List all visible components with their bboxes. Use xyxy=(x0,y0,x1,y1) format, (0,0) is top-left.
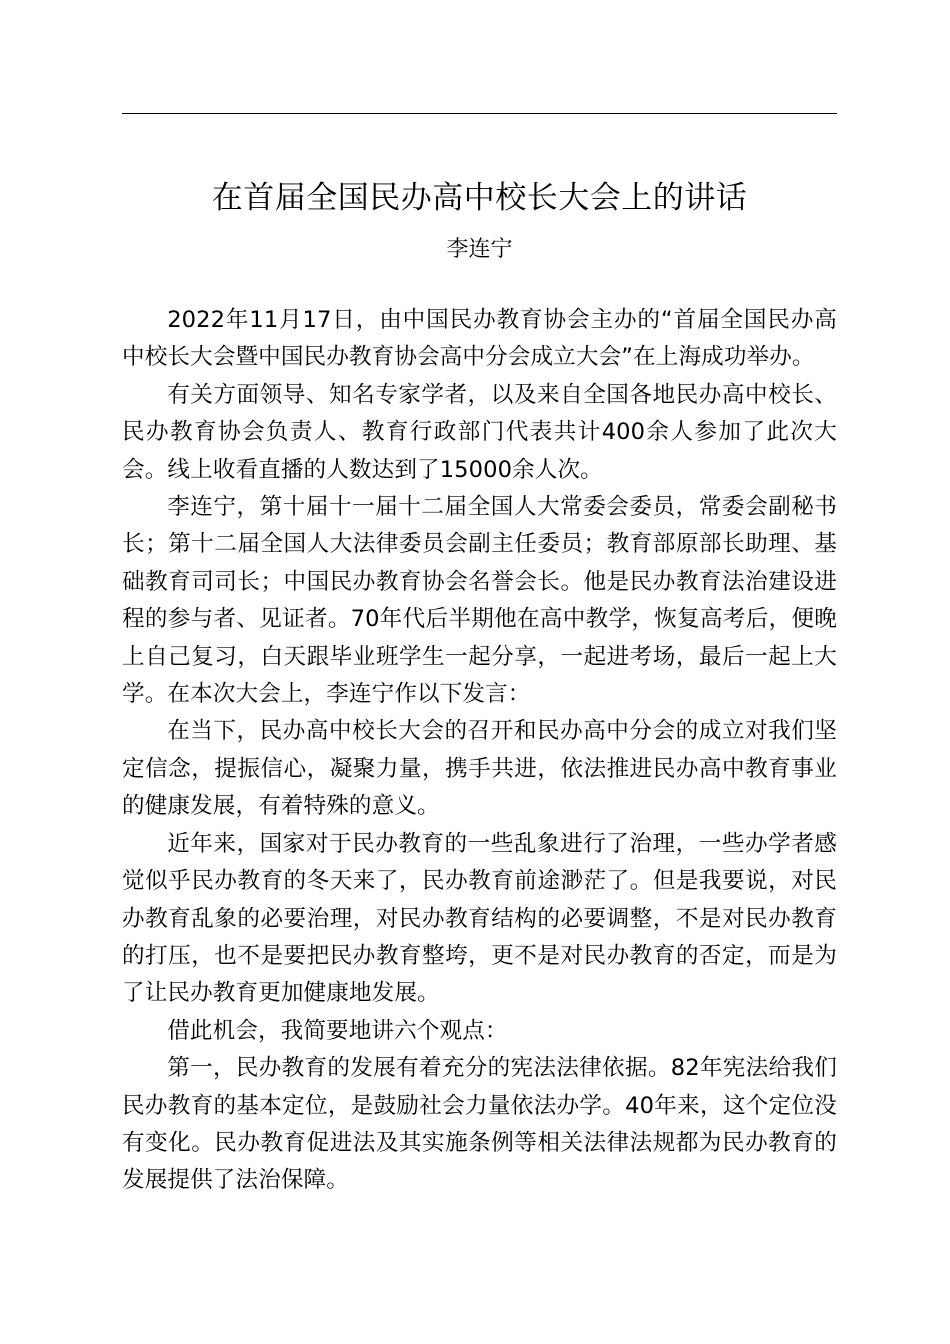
paragraph: 近年来，国家对于民办教育的一些乱象进行了治理，一些办学者感觉似乎民办教育的冬天来了，民办教育前途渺茫了。但是我要说，对民办教育乱象的必要治理，对民办教育结构的必要调整，不是对民办教育的打压，也不是要把民办教育整垮，更不是对民办教育的否定，而是为了让民办教育更加健康地发展。 xyxy=(122,830,837,1007)
paragraph: 在当下，民办高中校长大会的召开和民办高中分会的成立对我们坚定信念，提振信心，凝聚力量，携手共进，依法推进民办高中教育事业的健康发展，有着特殊的意义。 xyxy=(122,718,837,820)
paragraph: 李连宁，第十届十一届十二届全国人大常委会委员，常委会副秘书长；第十二届全国人大法律委员会副主任委员；教育部原部长助理、基础教育司司长；中国民办教育协会名誉会长。他是民办教育法治建设进程的参与者、见证者。70年代后半期他在高中教学，恢复高考后，便晚上自己复习，白天跟毕业班学生一起分享，一起进考场，最后一起上大学。在本次大会上，李连宁作以下发言： xyxy=(122,494,837,708)
paragraph: 借此机会，我简要地讲六个观点： xyxy=(167,1017,508,1044)
document-title: 在首届全国民办高中校长大会上的讲话 xyxy=(211,180,748,216)
paragraph: 2022年11月17日，由中国民办教育协会主办的“首届全国民办高中校长大会暨中国民办教育协会高中分会成立大会”在上海成功举办。 xyxy=(122,307,837,371)
header-rule xyxy=(122,113,837,114)
paragraph: 有关方面领导、知名专家学者，以及来自全国各地民办高中校长、民办教育协会负责人、教育行政部门代表共计400余人参加了此次大会。线上收看直播的人数达到了15000余人次。 xyxy=(122,381,837,483)
paragraph: 第一，民办教育的发展有着充分的宪法法律依据。82年宪法给我们民办教育的基本定位，是鼓励社会力量依法办学。40年来，这个定位没有变化。民办教育促进法及其实施条例等相关法律法规都为民办教育的发展提供了法治保障。 xyxy=(122,1055,837,1194)
document-body xyxy=(122,302,837,1200)
document-author: 李连宁 xyxy=(446,237,513,262)
